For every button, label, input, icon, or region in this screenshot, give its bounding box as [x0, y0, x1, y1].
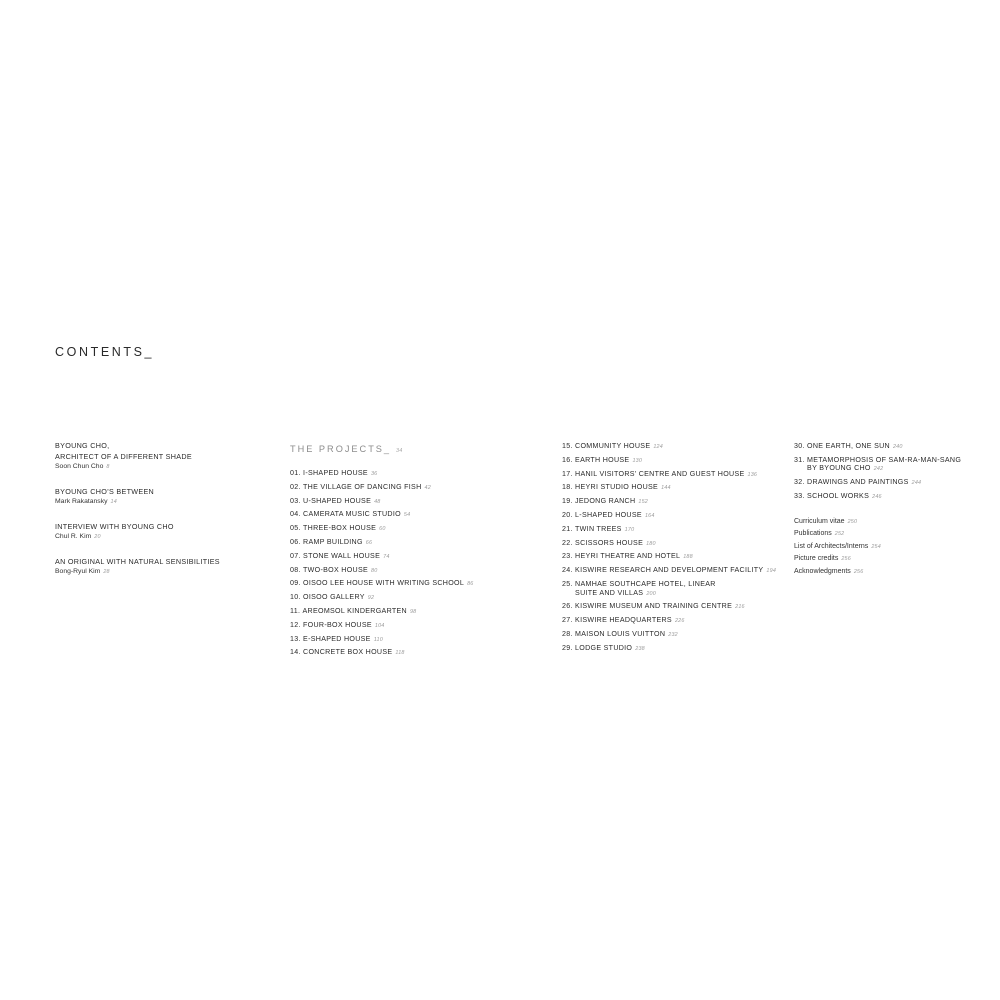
project-body [575, 539, 656, 547]
project-title: EARTH HOUSE [575, 455, 630, 464]
project-title: METAMORPHOSIS OF SAM-RA-MAN-SANG BY BYOUNG CHO [807, 455, 962, 473]
project-entry[interactable] [290, 646, 530, 660]
project-number: 15. [562, 442, 573, 450]
page-number: 110 [373, 636, 383, 643]
project-number: 29. [562, 643, 573, 652]
project-title: TWO-BOX HOUSE [303, 565, 369, 574]
project-body [303, 648, 405, 656]
project-body [303, 552, 389, 560]
project-title: E-SHAPED HOUSE [303, 634, 371, 643]
project-body [575, 644, 645, 652]
page-number: 240 [892, 444, 903, 450]
page-number: 98 [409, 608, 417, 615]
project-title: SCISSORS HOUSE [575, 538, 644, 547]
project-title: L-SHAPED HOUSE [575, 510, 642, 519]
page-number: 136 [747, 471, 758, 478]
page-number: 48 [374, 498, 381, 505]
project-number: 24. [562, 566, 573, 575]
project-entry[interactable] [562, 454, 777, 468]
project-body [303, 593, 374, 601]
back-matter-entry[interactable] [794, 553, 994, 566]
project-number: 28. [562, 629, 573, 638]
project-body [303, 469, 377, 477]
page-number: 60 [379, 526, 386, 533]
back-matter-entry[interactable] [794, 541, 994, 554]
page-number: 200 [646, 590, 656, 597]
back-matter-entry[interactable] [794, 516, 994, 529]
project-entry[interactable] [290, 564, 530, 578]
page-number: 54 [403, 512, 411, 519]
project-entry[interactable] [562, 440, 777, 454]
project-title: CAMERATA MUSIC STUDIO [303, 510, 401, 519]
project-entry[interactable] [290, 605, 530, 619]
project-title: HANIL VISITORS’ CENTRE AND GUEST HOUSE [575, 469, 745, 478]
back-matter-title: List of Architects/Interns [794, 542, 869, 550]
project-entry[interactable] [794, 454, 994, 476]
project-entry[interactable] [290, 481, 530, 495]
project-entry[interactable] [290, 591, 530, 605]
project-body [303, 635, 383, 643]
project-title: U-SHAPED HOUSE [303, 496, 372, 505]
projects-heading[interactable]: THE PROJECTS_ 34 [290, 444, 403, 454]
back-matter-entry[interactable] [794, 528, 994, 541]
project-entry[interactable] [290, 577, 530, 591]
page-number: 118 [395, 650, 405, 657]
project-number: 11. [290, 606, 301, 615]
project-title: AREOMSOL KINDERGARTEN [302, 606, 407, 615]
project-entry[interactable] [290, 522, 530, 536]
essay-author: Chul R. Kim 20 [55, 533, 101, 540]
page-number: 34 [396, 448, 403, 454]
project-number: 32. [794, 477, 805, 486]
projects-column-2 [562, 440, 777, 655]
project-number: 17. [562, 469, 573, 478]
project-body [575, 483, 671, 491]
project-entry[interactable] [562, 537, 777, 551]
page-number: 250 [847, 518, 858, 525]
page-number: 8 [106, 464, 110, 470]
project-entry[interactable] [562, 628, 777, 642]
project-body [575, 602, 745, 610]
page-number: 130 [632, 457, 643, 464]
project-entry[interactable] [562, 578, 777, 600]
page-number: 244 [911, 479, 922, 486]
project-title: DRAWINGS AND PAINTINGS [807, 477, 909, 486]
project-entry[interactable] [562, 481, 777, 495]
essay-entry[interactable] [55, 486, 270, 507]
project-number: 16. [562, 455, 573, 464]
page-number: 36 [370, 471, 378, 477]
page-number: 216 [735, 604, 745, 611]
project-list [794, 440, 994, 504]
project-title: SCHOOL WORKS [807, 491, 870, 500]
project-number: 09. [290, 579, 301, 588]
project-list [290, 467, 530, 660]
essay-title: BYOUNG CHO’S BETWEEN [55, 487, 155, 496]
project-entry[interactable] [562, 509, 777, 523]
project-body [303, 510, 410, 518]
essay-title: BYOUNG CHO, ARCHITECT OF A DIFFERENT SHADE [55, 441, 192, 461]
project-entry[interactable] [562, 468, 777, 482]
page-number: 188 [683, 554, 693, 561]
project-title: MAISON LOUIS VUITTON [575, 629, 666, 638]
essay-entry[interactable] [55, 556, 270, 577]
project-entry[interactable] [290, 536, 530, 550]
project-body [575, 566, 776, 574]
project-body [303, 497, 380, 505]
page-number: 252 [834, 531, 845, 538]
project-title: THE VILLAGE OF DANCING FISH [303, 482, 422, 491]
page-number: 42 [424, 484, 431, 491]
project-number: 04. [290, 510, 301, 519]
project-number: 13. [290, 634, 301, 643]
project-number: 07. [290, 551, 301, 560]
project-entry[interactable] [794, 440, 994, 454]
page-number: 144 [661, 485, 671, 492]
page-number: 28 [103, 569, 110, 575]
project-body [575, 552, 693, 560]
project-title: OISOO GALLERY [303, 593, 365, 602]
project-number: 01. [290, 469, 301, 477]
page-number: 256 [841, 556, 851, 563]
essay-title: AN ORIGINAL WITH NATURAL SENSIBILITIES [55, 557, 220, 566]
project-body [303, 483, 431, 491]
project-body [575, 470, 757, 478]
project-body [807, 442, 903, 450]
project-number: 08. [290, 565, 301, 574]
project-body [303, 524, 386, 532]
page-number: 66 [365, 539, 373, 546]
project-title: STONE WALL HOUSE [303, 551, 381, 560]
project-title: CONCRETE BOX HOUSE [303, 648, 393, 657]
projects-column-1 [290, 440, 530, 660]
page-number: 74 [383, 553, 390, 560]
project-number: 10. [290, 593, 301, 602]
project-entry[interactable] [562, 614, 777, 628]
project-number: 26. [562, 602, 573, 611]
project-title: FOUR-BOX HOUSE [303, 620, 372, 629]
project-number: 27. [562, 615, 573, 624]
page-number: 86 [467, 581, 474, 588]
project-number: 05. [290, 524, 301, 533]
project-number: 14. [290, 648, 301, 657]
essay-author: Soon Chun Cho 8 [55, 463, 110, 470]
project-number: 03. [290, 496, 301, 505]
project-number: 23. [562, 552, 573, 561]
project-body [575, 616, 685, 624]
project-title: HEYRI THEATRE AND HOTEL [575, 552, 681, 561]
project-title: LODGE STUDIO [575, 643, 633, 652]
essays-column [55, 440, 270, 591]
page-number: 14 [110, 499, 117, 505]
project-entry[interactable] [290, 619, 530, 633]
page-number: 164 [644, 512, 655, 519]
project-body [303, 579, 473, 587]
page-number: 20 [94, 534, 101, 540]
project-entry[interactable] [290, 467, 530, 481]
project-number: 02. [290, 482, 301, 491]
project-body [575, 456, 642, 464]
page-number: 180 [646, 540, 656, 547]
page-number: 238 [635, 645, 645, 652]
project-number: 22. [562, 538, 573, 547]
project-entry[interactable] [562, 600, 777, 614]
project-body [575, 580, 740, 598]
project-body [807, 478, 921, 486]
project-body [303, 607, 417, 615]
project-title: RAMP BUILDING [303, 537, 363, 546]
project-number: 33. [794, 491, 805, 500]
back-matter-list [794, 516, 994, 579]
project-title: KISWIRE RESEARCH AND DEVELOPMENT FACILITY [575, 566, 764, 575]
projects-column-3 [794, 440, 994, 578]
project-body [303, 566, 377, 574]
project-title: KISWIRE HEADQUARTERS [575, 615, 672, 624]
project-list [562, 440, 777, 655]
page-number: 152 [638, 499, 649, 506]
project-number: 25. [562, 579, 573, 588]
page-number: 80 [371, 567, 378, 574]
page-number: 254 [871, 543, 881, 550]
project-body [303, 621, 384, 629]
project-title: JEDONG RANCH [575, 497, 636, 506]
project-body [807, 456, 967, 474]
project-entry[interactable] [290, 508, 530, 522]
essay-author: Mark Rakatansky 14 [55, 498, 117, 505]
project-number: 31. [794, 455, 805, 464]
back-matter-title: Curriculum vitae [794, 517, 845, 525]
page-number: 226 [674, 617, 685, 624]
project-body [575, 525, 634, 533]
project-body [575, 511, 655, 519]
essay-title: INTERVIEW WITH BYOUNG CHO [55, 522, 174, 531]
project-title: I-SHAPED HOUSE [303, 469, 368, 477]
project-body [303, 538, 372, 546]
back-matter-title: Acknowledgments [794, 567, 851, 575]
project-title: KISWIRE MUSEUM AND TRAINING CENTRE [575, 602, 733, 611]
page-number: 124 [653, 444, 663, 450]
project-body [575, 442, 663, 450]
project-number: 18. [562, 483, 573, 492]
project-number: 19. [562, 497, 573, 506]
project-body [575, 497, 648, 505]
page-title: CONTENTS_ [55, 345, 155, 359]
back-matter-entry[interactable] [794, 566, 994, 579]
project-entry[interactable] [794, 476, 994, 490]
page-number: 256 [853, 568, 864, 575]
project-entry[interactable] [794, 490, 994, 504]
project-entry[interactable] [562, 495, 777, 509]
page-number: 104 [374, 622, 385, 629]
project-entry[interactable] [290, 550, 530, 564]
project-title: TWIN TREES [575, 524, 622, 533]
project-title: THREE-BOX HOUSE [303, 524, 377, 533]
page-number: 242 [873, 466, 884, 473]
essay-author: Bong-Ryul Kim 28 [55, 568, 110, 575]
project-entry[interactable] [562, 564, 777, 578]
project-title: NAMHAE SOUTHCAPE HOTEL, LINEAR SUITE AND VILLAS [575, 579, 716, 597]
project-number: 20. [562, 510, 573, 519]
back-matter-title: Picture credits [794, 555, 839, 563]
project-body [807, 492, 882, 500]
project-entry[interactable] [290, 633, 530, 647]
page-number: 194 [766, 568, 777, 575]
project-title: ONE EARTH, ONE SUN [807, 442, 890, 450]
project-number: 21. [562, 524, 573, 533]
project-entry[interactable] [562, 642, 777, 656]
project-entry[interactable] [290, 495, 530, 509]
project-number: 06. [290, 537, 301, 546]
project-entry[interactable] [562, 550, 777, 564]
project-title: COMMUNITY HOUSE [575, 442, 651, 450]
page-number: 232 [668, 631, 678, 638]
back-matter-title: Publications [794, 530, 832, 538]
page-number: 246 [872, 493, 882, 500]
project-number: 30. [794, 442, 805, 450]
project-entry[interactable] [562, 523, 777, 537]
project-number: 12. [290, 620, 301, 629]
page-number: 92 [367, 595, 375, 602]
project-body [575, 630, 678, 638]
project-title: HEYRI STUDIO HOUSE [575, 483, 659, 492]
page-number: 170 [624, 526, 635, 533]
essay-entry[interactable] [55, 521, 270, 542]
essay-entry[interactable] [55, 440, 270, 472]
project-title: OISOO LEE HOUSE WITH WRITING SCHOOL [303, 579, 465, 588]
